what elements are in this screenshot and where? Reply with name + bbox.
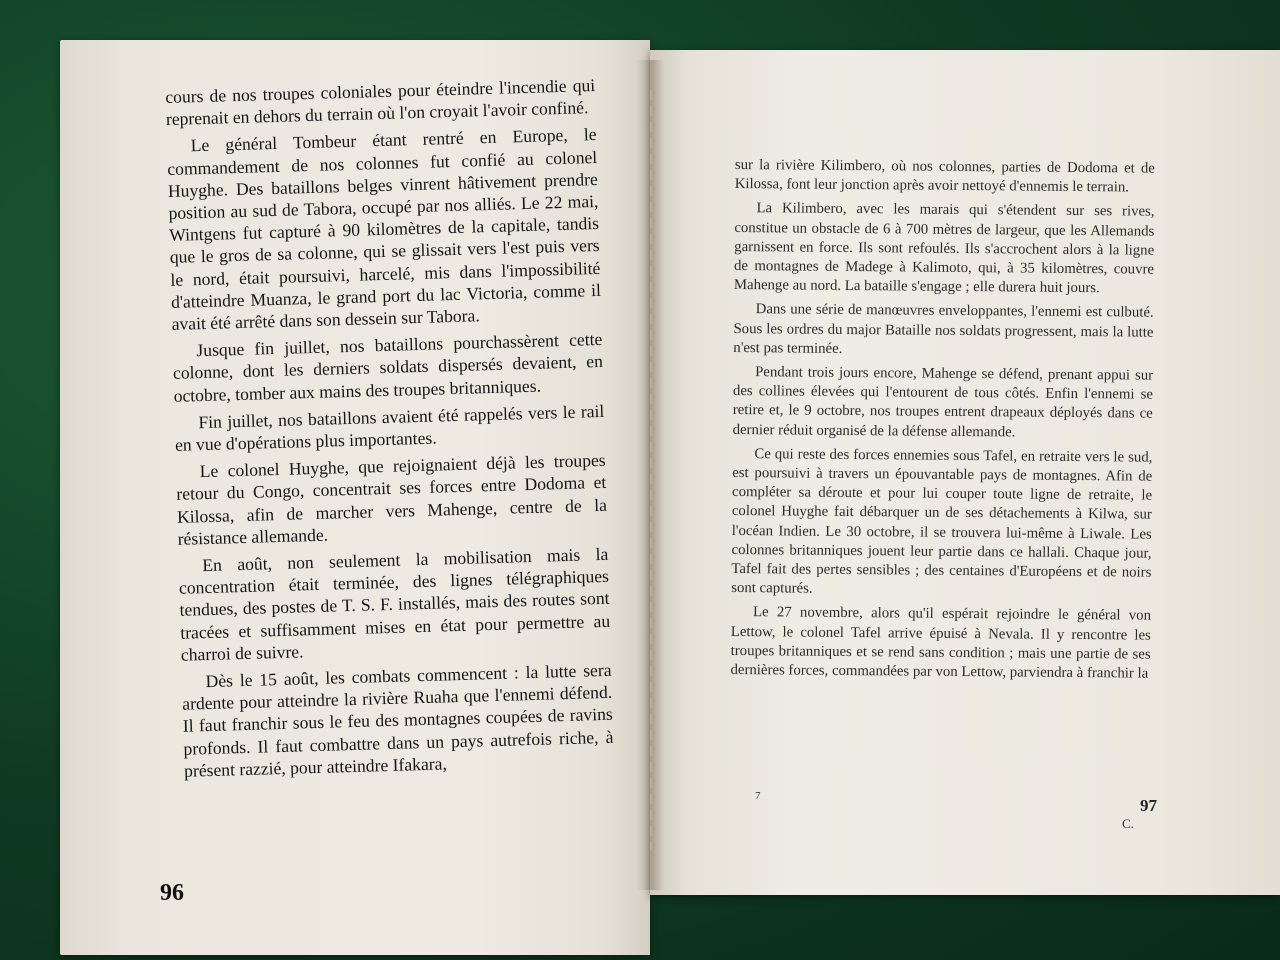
signature-number: 7 — [755, 790, 761, 802]
paragraph: Fin juillet, nos bataillons avaient été rappelés vers le rail en vue d'opérations plus importantes. — [174, 400, 605, 455]
left-page-number: 96 — [160, 880, 184, 906]
paragraph: Dans une série de manœuvres enveloppantes, l'ennemi est culbuté. Sous les ordres du major Bataille nos soldats progressent, mais la lutte n'est pas terminée. — [733, 301, 1154, 357]
paragraph: cours de nos troupes coloniales pour éteindre l'incendie qui reprenait en dehors du terrain où l'on croyait l'avoir confiné. — [165, 74, 596, 130]
paragraph: sur la rivière Kilimbero, où nos colonnes, parties de Dodoma et de Kilossa, font leur jonction après avoir nettoyé d'ennemis le terrain. — [734, 156, 1155, 196]
paragraph: Dès le 15 août, les combats commencent : la lutte sera ardente pour atteindre la rivière Ruaha que l'ennemi défend. Il faut franchir sous le feu des montagnes coupées de ravins profonds. Il faut combattre dans un pays autrefois riche, à présent razzié, pour atteindre Ifakara, — [181, 659, 614, 781]
paragraph: Pendant trois jours encore, Mahenge se défend, prenant appui sur des collines élevées qui l'entourent de tous côtés. Enfin l'ennemi se retire et, le 9 octobre, nos troupes entrent drapeaux déployés dans ce dernier réduit organisé de la défense allemande. — [732, 364, 1154, 441]
right-page-number: 97 — [1140, 796, 1157, 815]
binding-stitches — [650, 90, 652, 850]
paragraph: Ce qui reste des forces ennemies sous Tafel, en retraite vers le sud, est poursuivi à travers un épouvantable pays de montagnes. Afin de compléter sa déroute et pour lui couper toute ligne de retraite, le colonel Huyghe fait débarquer un de ses détachements à Kilwa, sur l'océan Indien. Le 30 octobre, il se trouvera lui-même à Liwale. Les colonnes britanniques jouent leur partie dans ce hallali. Chaque jour, Tafel fait des pertes sensibles ; des centaines d'Européens et de noirs sont capturés. — [731, 446, 1153, 597]
paragraph: Le colonel Huyghe, que rejoignaient déjà les troupes retour du Congo, concentrait ses forces entre Dodoma et Kilossa, afin de marcher vers Mahenge, centre de la résistance allemande. — [176, 450, 608, 549]
paragraph: Le général Tombeur étant rentré en Europe, le commandement de nos colonnes fut confié au colonel Huyghe. Des bataillons belges vinrent hâtivement prendre position au sud de Tabora, occupé par nos alliés. Le 22 mai, Wintgens fut capturé à 90 kilomètres de la capitale, tandis que le gros de sa colonne, qui se glissait vers l'est puis vers le nord, était poursuivi, harcelé, mis dans l'impossibilité d'atteindre Muanza, le grand port du lac Victoria, comme il avait été arrêté dans son dessein sur Tabora. — [167, 124, 602, 334]
paragraph: En août, non seulement la mobilisation mais la concentration était terminée, des lignes télégraphiques tendues, des postes de T. S. F. installés, mais des routes sont tracées et suffisamment mises en état pour permettre au charroi de suivre. — [178, 543, 611, 665]
paragraph: Jusque fin juillet, nos bataillons pourchassèrent cette colonne, dont les derniers soldats dispersés devaient, en octobre, tomber aux mains des troupes britanniques. — [172, 329, 604, 406]
left-page-text — [165, 74, 614, 787]
right-page-text — [730, 156, 1155, 689]
paragraph: La Kilimbero, avec les marais qui s'étendent sur ses rives, constitue un obstacle de 6 à 700 mètres de largeur, que les Allemands garnissent en force. Ils sont refoulés. Ils s'accrochent alors à la ligne de montagnes de Madege à Kalimoto, qui, à 35 kilomètres, couvre Mahenge au nord. La bataille s'engage ; elle durera huit jours. — [733, 200, 1155, 297]
paragraph: Le 27 novembre, alors qu'il espérait rejoindre le général von Lettow, le colonel Tafel arrive épuisé à Nevala. Il y rencontre les troupes britanniques et se rend sans condition ; mais une partie de ses dernières forces, commandées par von Lettow, parviendra à franchir la — [730, 604, 1152, 682]
signature-letter: C. — [1122, 816, 1134, 831]
